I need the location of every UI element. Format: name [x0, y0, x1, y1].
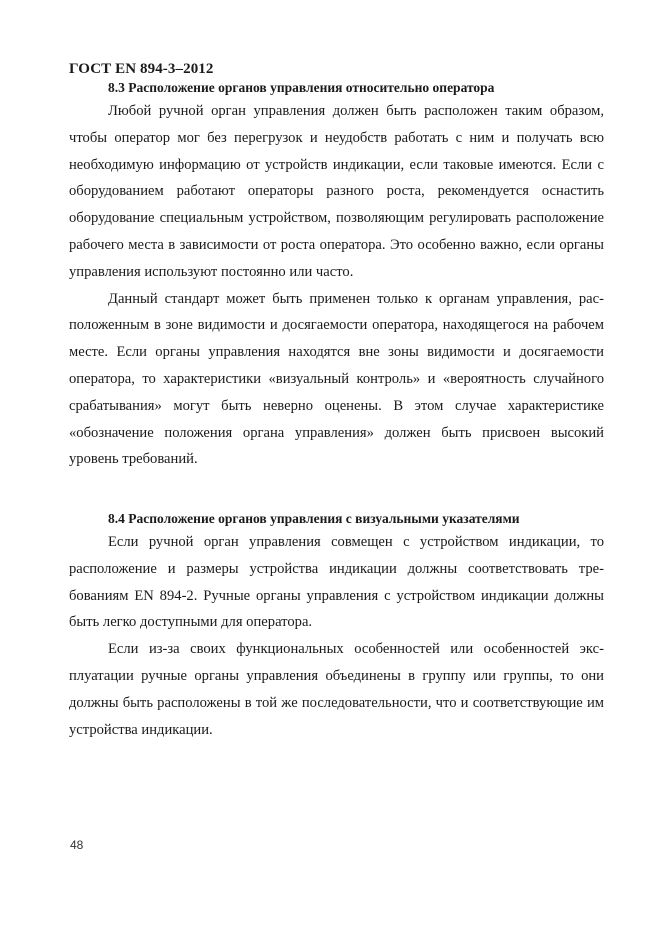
- document-header: ГОСТ EN 894-3–2012: [69, 61, 214, 77]
- paragraph: Если ручной орган управления совмещен с устройством индикации, то расположение и размеры устройства индикации должны соответствовать требованиям EN 894-2. Ручные органы управления с устройством индикации должны быть легко доступными для оператора.: [69, 534, 604, 631]
- paragraph: Данный стандарт может быть применен только к органам управления, расположенным в зоне видимости и досягаемости оператора, находящегося на рабочем месте. Если органы управления находятся вне зоны видимости и досягаемости оператора, то характеристики «визуальный контроль» и «вероятность случайного срабатывания» могут быть неверно оценены. В этом случае характеристике «обозначение положения органа управления» должен быть присвоен высокий уровень требований.: [69, 290, 604, 468]
- paragraph: Любой ручной орган управления должен быть расположен таким образом, чтобы оператор мог без перегрузок и неудобств работать с ним и получать всю необходимую информацию от устройств индикации, если таковые имеются. Если с оборудованием работают операторы разного роста, рекомендуется оснастить оборудование специальным устройством, позволяющим регулировать расположение рабочего места в зависимости от роста оператора. Это особенно важно, если органы управления используют постоянно или часто.: [69, 103, 604, 280]
- section-8-4: [69, 509, 604, 743]
- page-number: 48: [70, 838, 84, 852]
- section-8-3: [69, 78, 604, 473]
- paragraph: Если из-за своих функциональных особенностей или особенностей эксплуатации ручные органы управления объединены в группу или группы, то они должны быть расположены в той же последовательности, что и соответствующие им устройства индикации.: [69, 641, 604, 738]
- section-title: 8.3 Расположение органов управления относительно оператора: [108, 80, 495, 95]
- section-title: 8.4 Расположение органов управления с визуальными указателями: [108, 511, 520, 526]
